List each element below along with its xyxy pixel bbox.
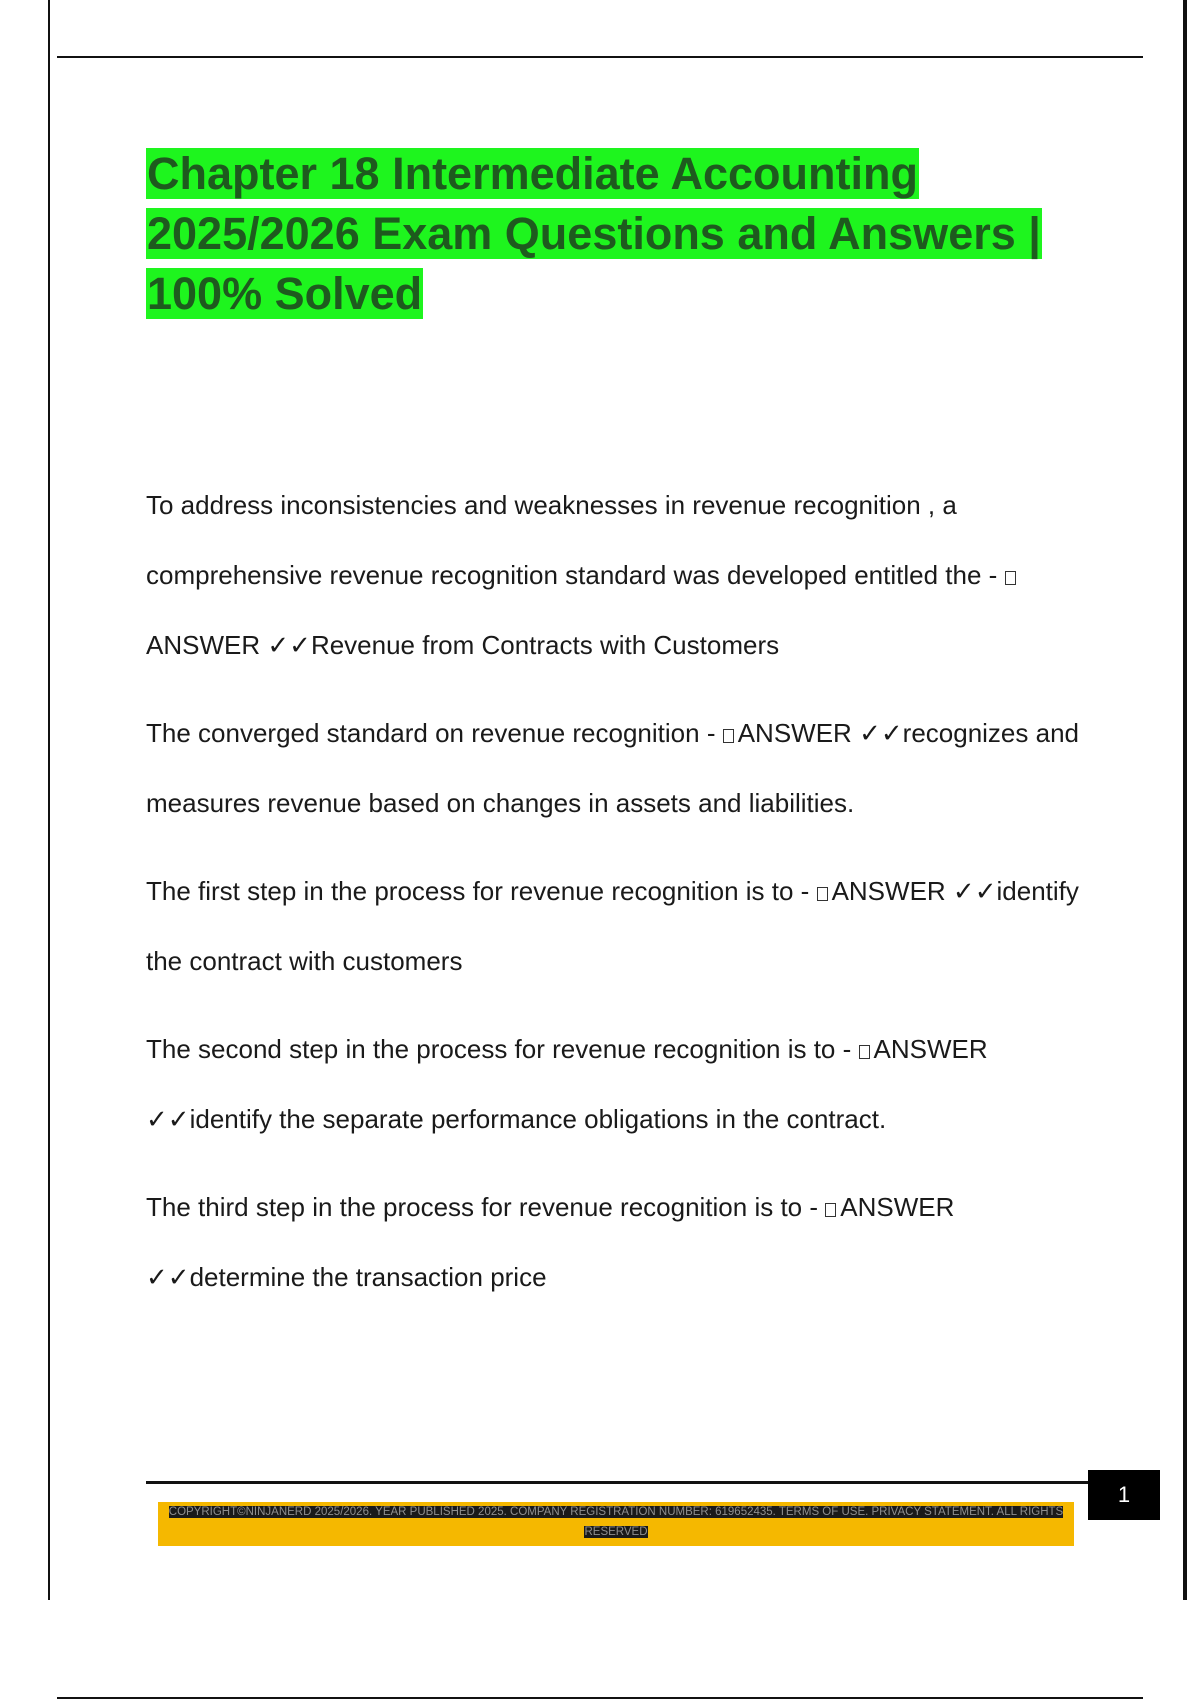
answer-marker: ANSWER: [737, 718, 852, 748]
answer-box-icon: [1005, 571, 1016, 585]
page-border-right: [1183, 0, 1187, 1600]
header-rule: [57, 56, 1143, 58]
question-text: To address inconsistencies and weaknesses in revenue recognition , a comprehensive revenue recognition standard was developed entitled the -: [146, 490, 998, 590]
document-title: [146, 144, 1106, 324]
next-page-rule: [57, 1697, 1143, 1699]
answer-marker: ANSWER: [831, 876, 946, 906]
answer-text: identify the contract with customers: [146, 876, 1079, 976]
question-text: The second step in the process for revenue recognition is to -: [146, 1034, 852, 1064]
answer-text: Revenue from Contracts with Customers: [310, 630, 780, 660]
check-marks: ✓✓: [859, 718, 903, 748]
answer-marker: ANSWER: [873, 1034, 988, 1064]
check-marks: ✓✓: [146, 1262, 190, 1292]
qa-list: [146, 470, 1096, 1330]
qa-item-3: [146, 856, 1096, 996]
qa-item-1: [146, 470, 1096, 680]
copyright-band: [158, 1502, 1074, 1546]
answer-text: identify the separate performance obligations in the contract.: [189, 1104, 887, 1134]
answer-box-icon: [723, 729, 734, 743]
answer-marker: ANSWER: [840, 1192, 955, 1222]
check-marks: ✓✓: [952, 876, 997, 906]
answer-box-icon: [825, 1203, 836, 1217]
question-text: The converged standard on revenue recognition -: [146, 718, 716, 748]
page-number: 1: [1088, 1470, 1160, 1520]
qa-item-2: [146, 698, 1096, 838]
check-marks: ✓✓: [146, 1104, 190, 1134]
answer-box-icon: [859, 1045, 870, 1059]
page-border-left: [48, 0, 50, 1600]
title-highlight: Chapter 18 Intermediate Accounting 2025/2026 Exam Questions and Answers | 100% Solved: [147, 148, 1041, 319]
qa-item-5: [146, 1172, 1096, 1312]
copyright-text: COPYRIGHT©NINJANERD 2025/2026. YEAR PUBLISHED 2025. COMPANY REGISTRATION NUMBER: 619652435. TERMS OF USE. PRIVACY STATEMENT. ALL RIGHTS RESERVED: [168, 1506, 1064, 1538]
answer-text: determine the transaction price: [189, 1262, 547, 1292]
question-text: The first step in the process for revenue recognition is to -: [146, 876, 810, 906]
answer-marker: ANSWER: [146, 630, 261, 660]
check-marks: ✓✓: [267, 630, 311, 660]
answer-text: recognizes and measures revenue based on changes in assets and liabilities.: [146, 718, 1079, 818]
answer-box-icon: [817, 887, 828, 901]
qa-item-4: [146, 1014, 1096, 1154]
footer-rule: [146, 1481, 1088, 1484]
question-text: The third step in the process for revenue recognition is to -: [146, 1192, 819, 1222]
